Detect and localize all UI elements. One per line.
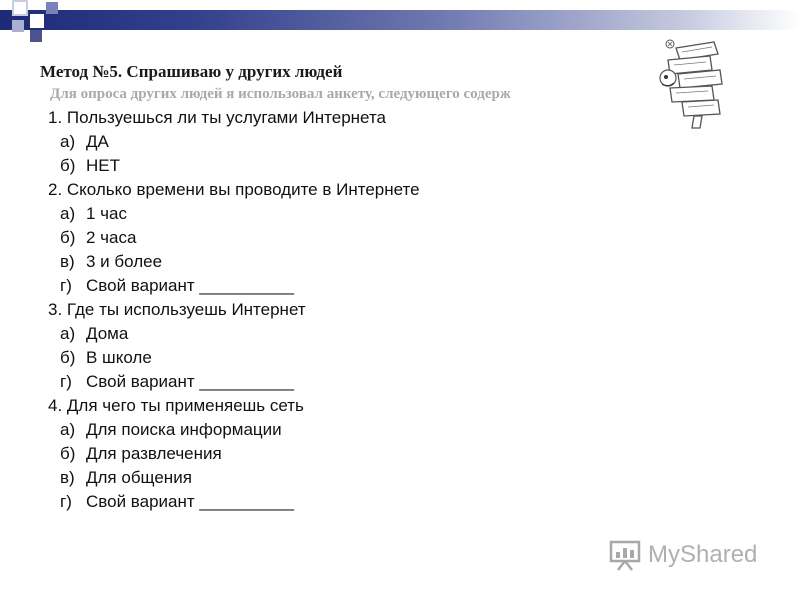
option-letter: а) xyxy=(60,420,76,439)
answer-option xyxy=(60,346,420,370)
answer-option xyxy=(60,370,420,394)
option-letter: г) xyxy=(60,492,72,511)
answer-option xyxy=(60,322,420,346)
answer-option xyxy=(60,418,420,442)
answer-option xyxy=(60,250,420,274)
option-text: Для общения xyxy=(86,468,192,487)
option-text: Свой вариант __________ xyxy=(86,372,294,391)
option-text: 3 и более xyxy=(86,252,163,271)
answer-option xyxy=(60,226,420,250)
watermark-text: MyShared xyxy=(648,541,758,568)
decor-square xyxy=(30,30,42,42)
option-letter: б) xyxy=(60,444,76,463)
option-letter: в) xyxy=(60,252,75,271)
option-text: Для поиска информации xyxy=(86,420,282,439)
answer-option xyxy=(60,154,420,178)
option-text: В школе xyxy=(86,348,152,367)
option-text: Для развлечения xyxy=(86,444,222,463)
option-text: 2 часа xyxy=(86,228,137,247)
option-text: Дома xyxy=(86,324,129,343)
answer-option xyxy=(60,274,420,298)
option-letter: г) xyxy=(60,276,72,295)
answer-option xyxy=(60,130,420,154)
option-letter: а) xyxy=(60,324,76,343)
option-letter: б) xyxy=(60,348,76,367)
question-4: 4. Для чего ты применяешь сеть xyxy=(48,396,304,415)
decor-square xyxy=(12,0,28,16)
myshared-watermark xyxy=(608,538,757,572)
option-text: НЕТ xyxy=(86,156,120,175)
question-1: 1. Пользуешься ли ты услугами Интернета xyxy=(48,108,386,127)
answer-option xyxy=(60,490,420,514)
question-2: 2. Сколько времени вы проводите в Интернете xyxy=(48,180,420,199)
books-character-icon xyxy=(648,38,728,130)
answer-option xyxy=(60,202,420,226)
decor-square xyxy=(12,20,24,32)
slide-title: Метод №5. Спрашиваю у других людей xyxy=(40,62,343,81)
option-letter: в) xyxy=(60,468,75,487)
option-text: 1 час xyxy=(86,204,127,223)
option-text: ДА xyxy=(86,132,109,151)
presentation-board-icon xyxy=(608,538,642,572)
top-decorative-band xyxy=(0,10,800,30)
slide-subtitle: Для опроса других людей я использовал анкету, следующего содерж xyxy=(50,86,511,102)
option-text: Свой вариант __________ xyxy=(86,276,294,295)
option-letter: г) xyxy=(60,372,72,391)
answer-option xyxy=(60,442,420,466)
option-letter: а) xyxy=(60,132,76,151)
option-text: Свой вариант __________ xyxy=(86,492,294,511)
option-letter: б) xyxy=(60,228,76,247)
question-3: 3. Где ты используешь Интернет xyxy=(48,300,306,319)
answer-option xyxy=(60,466,420,490)
decor-square xyxy=(30,14,44,28)
option-letter: б) xyxy=(60,156,76,175)
questionnaire xyxy=(48,106,420,514)
decor-square xyxy=(46,2,58,14)
option-letter: а) xyxy=(60,204,76,223)
